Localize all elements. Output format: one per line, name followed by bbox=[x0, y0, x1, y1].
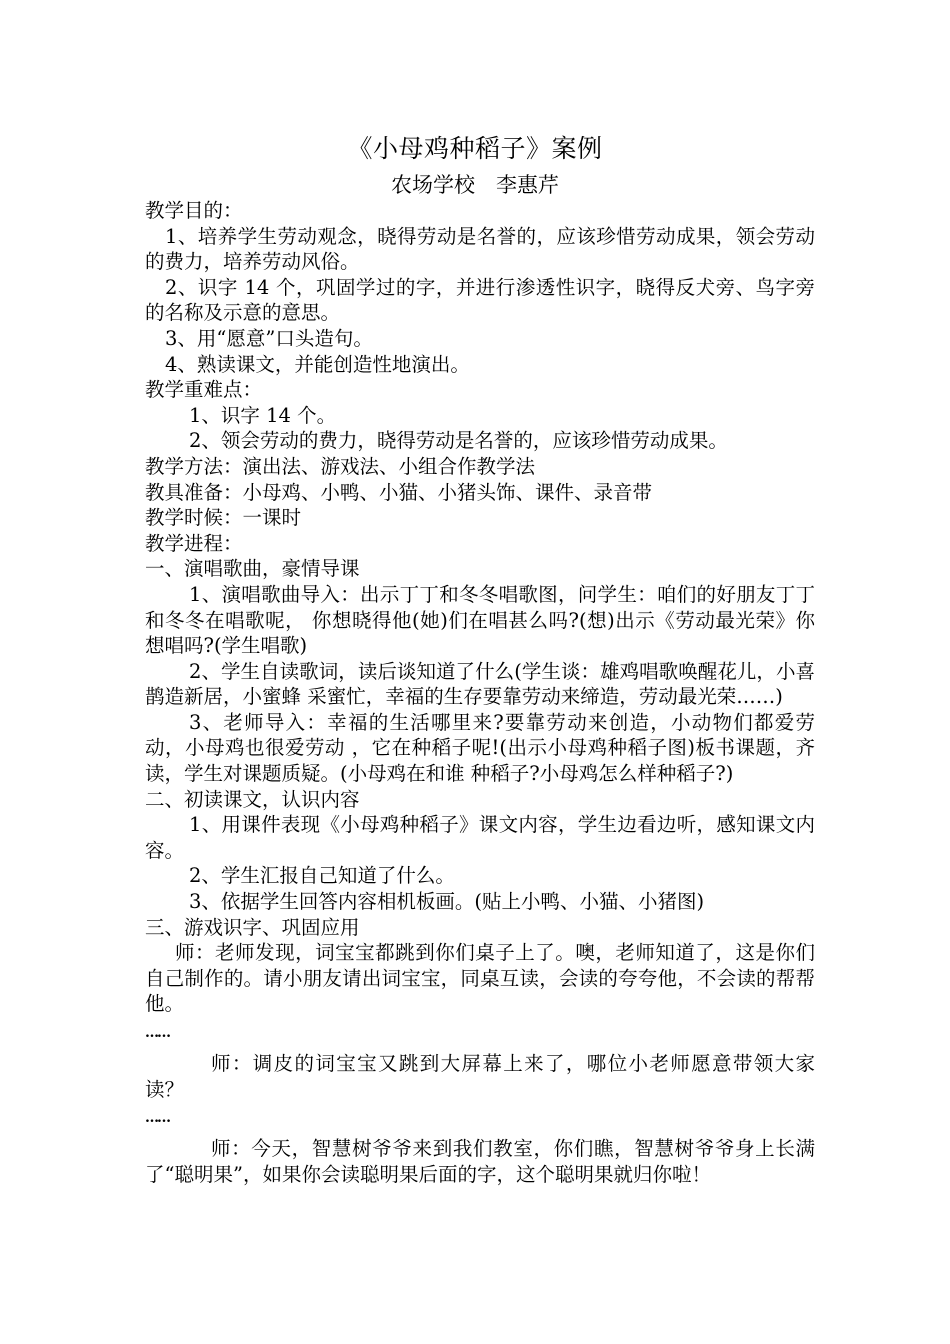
paragraph: 3、依据学生回答内容相机板画。(贴上小鸭、小猫、小猪图) bbox=[189, 890, 705, 914]
ellipsis: …… bbox=[145, 1025, 169, 1041]
document-title: 《小母鸡种稻子》案例 bbox=[347, 134, 603, 163]
paragraph: 教学方法：演出法、游戏法、小组合作教学法 bbox=[145, 454, 536, 478]
paragraph: 1、识字 14 个。 bbox=[189, 403, 337, 427]
paragraph: 2、领会劳动的费力，晓得劳动是名誉的，应该珍惜劳动成果。 bbox=[189, 429, 728, 453]
document-body bbox=[145, 198, 815, 1187]
paragraph: 师：今天，智慧树爷爷来到我们教室，你们瞧，智慧树爷爷身上长满了“聪明果”，如果你会读聪明果后面的字，这个聪明果就归你啦！ bbox=[145, 1137, 815, 1186]
paragraph: 4、熟读课文，并能创造性地演出。 bbox=[165, 352, 470, 376]
section-heading: 教学重难点： bbox=[145, 378, 263, 402]
paragraph: 1、演唱歌曲导入：出示丁丁和冬冬唱歌图，问学生：咱们的好朋友丁丁和冬冬在唱歌呢， 你想晓得他(她)们在唱甚么吗?(想)出示《劳动最光荣》你想唱吗?(学生唱歌) bbox=[145, 582, 815, 658]
section-heading: 教学进程： bbox=[145, 531, 243, 555]
section-heading: 三、游戏识字、巩固应用 bbox=[145, 915, 360, 939]
paragraph: 1、用课件表现《小母鸡种稻子》课文内容，学生边看边听，感知课文内容。 bbox=[145, 813, 815, 862]
paragraph: 2、学生自读歌词，读后谈知道了什么(学生谈：雄鸡唱歌唤醒花儿，小喜鹊造新居，小蜜蜂 采蜜忙，幸福的生存要靠劳动来缔造，劳动最光荣……) bbox=[145, 659, 815, 709]
paragraph: 3、用“愿意”口头造句。 bbox=[165, 326, 373, 350]
section-heading: 教学目的： bbox=[145, 199, 243, 222]
paragraph: 教学时候：一课时 bbox=[145, 506, 302, 530]
paragraph: 2、学生汇报自己知道了什么。 bbox=[189, 864, 455, 888]
paragraph: 1、培养学生劳动观念，晓得劳动是名誉的，应该珍惜劳动成果，领会劳动的费力，培养劳动风俗。 bbox=[145, 224, 815, 274]
paragraph: 教具准备：小母鸡、小鸭、小猫、小猪头饰、课件、录音带 bbox=[145, 480, 653, 504]
paragraph: 师：调皮的词宝宝又跳到大屏幕上来了，哪位小老师愿意带领大家读？ bbox=[145, 1052, 815, 1101]
paragraph: 2、识字 14 个，巩固学过的字，并进行渗透性识字，晓得反犬旁、鸟字旁的名称及示意的意思。 bbox=[145, 275, 815, 325]
section-heading: 二、初读课文，认识内容 bbox=[145, 787, 360, 811]
ellipsis: …… bbox=[145, 1110, 169, 1127]
paragraph: 师：老师发现，词宝宝都跳到你们桌子上了。噢，老师知道了，这是你们自己制作的。请小朋友请出词宝宝，同桌互读，会读的夸夸他，不会读的帮帮他。 bbox=[145, 941, 815, 1016]
author-line: 农场学校 李惠芹 bbox=[391, 173, 559, 197]
section-heading: 一、演唱歌曲，豪情导课 bbox=[145, 557, 360, 581]
paragraph: 3、老师导入：幸福的生活哪里来?要靠劳动来创造，小动物们都爱劳动，小母鸡也很爱劳动 ，它在种稻子呢!(出示小母鸡种稻子图)板书课题，齐读，学生对课题质疑。(小母鸡在和谁 种稻子?小母鸡怎么样种稻子?) bbox=[145, 710, 815, 786]
